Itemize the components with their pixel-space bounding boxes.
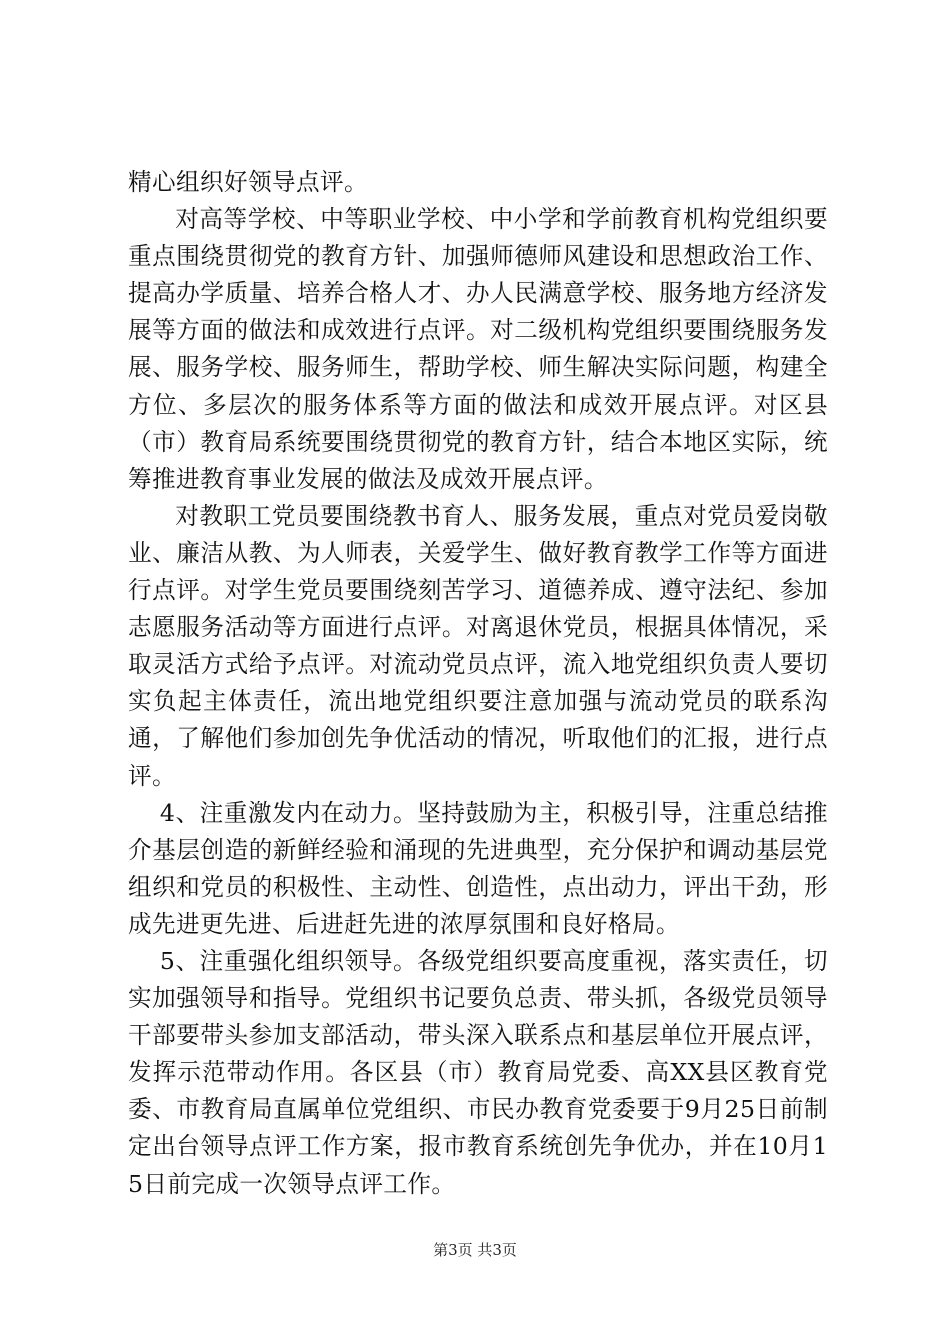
page-number-label: 第3页 共3页 (433, 1241, 517, 1259)
paragraph-continuation: 精心组织好领导点评。 (128, 168, 368, 196)
paragraph-item-4: 4、注重激发内在动力。坚持鼓励为主，积极引导，注重总结推介基层创造的新鲜经验和涌现的先进典型，充分保护和调动基层党组织和党员的积极性、主动性、创造性，点出动力，评出干劲，形成先进更先进、后进赶先进的浓厚氛围和良好格局。 (128, 798, 828, 938)
page-footer (0, 1240, 950, 1260)
paragraph-member-review: 对教职工党员要围绕教书育人、服务发展，重点对党员爱岗敬业、廉洁从教、为人师表，关爱学生、做好教育教学工作等方面进行点评。对学生党员要围绕刻苦学习、道德养成、遵守法纪、参加志愿服务活动等方面进行点评。对离退休党员，根据具体情况，采取灵活方式给予点评。对流动党员点评，流入地党组织负责人要切实负起主体责任，流出地党组织要注意加强与流动党员的联系沟通，了解他们参加创先争优活动的情况，听取他们的汇报，进行点评。 (128, 501, 828, 790)
document-body (128, 164, 828, 1203)
paragraph-item-5: 5、注重强化组织领导。各级党组织要高度重视，落实责任，切实加强领导和指导。党组织书记要负总责、带头抓，各级党员领导干部要带头参加支部活动，带头深入联系点和基层单位开展点评，发挥示范带动作用。各区县（市）教育局党委、高XX县区教育党委、市教育局直属单位党组织、市民办教育党委要于9月25日前制定出台领导点评工作方案，报市教育系统创先争优办，并在10月15日前完成一次领导点评工作。 (128, 946, 828, 1198)
paragraph-institution-review: 对高等学校、中等职业学校、中小学和学前教育机构党组织要重点围绕贯彻党的教育方针、加强师德师风建设和思想政治工作、提高办学质量、培养合格人才、办人民满意学校、服务地方经济发展等方面的做法和成效进行点评。对二级机构党组织要围绕服务发展、服务学校、服务师生，帮助学校、师生解决实际问题，构建全方位、多层次的服务体系等方面的做法和成效开展点评。对区县（市）教育局系统要围绕贯彻党的教育方针，结合本地区实际，统筹推进教育事业发展的做法及成效开展点评。 (128, 205, 828, 493)
